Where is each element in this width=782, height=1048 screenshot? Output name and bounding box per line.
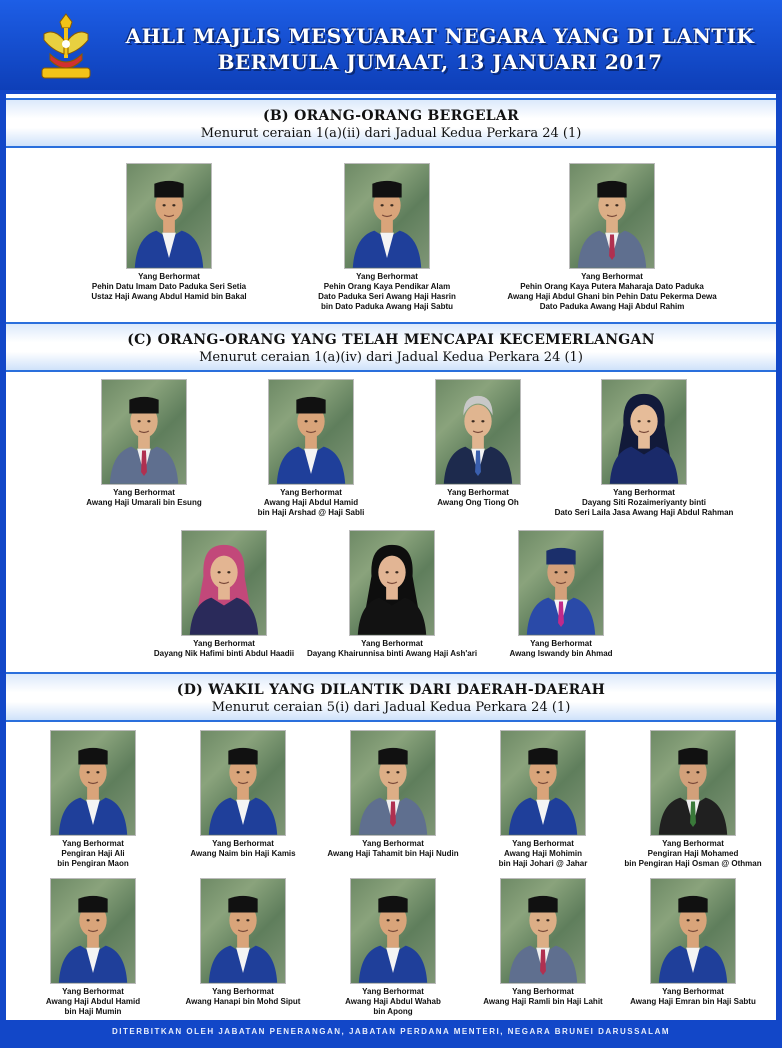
member-honorific: Yang Berhormat [356,272,418,281]
member-name-line: Awang Haji Abdul Hamid [45,997,141,1006]
member-honorific: Yang Berhormat [280,488,342,497]
member-name-line: bin Pengiran Maon [57,859,129,868]
member-caption [524,488,764,518]
member-honorific: Yang Berhormat [212,987,274,996]
member-honorific: Yang Berhormat [62,839,124,848]
member-name-line: Awang Haji Emran bin Haji Sabtu [630,997,756,1006]
member-caption [441,639,681,659]
section-subheading: Menurut ceraian 5(i) dari Jadual Kedua Perkara 24 (1) [211,700,571,715]
member-honorific: Yang Berhormat [113,488,175,497]
section-band [6,98,776,148]
member-name-line: Pengiran Haji Mohamed [647,849,739,858]
member-name-line: Awang Hanapi bin Mohd Siput [185,997,301,1006]
member-photo [349,530,435,636]
page-title-line2: BERMULA JUMAAT, 13 JANUARI 2017 [217,50,663,74]
member-name-line: Dayang Nik Hafimi binti Abdul Haadii [153,649,295,658]
member-name-line: Awang Ong Tiong Oh [437,498,519,507]
member-photo [50,878,136,984]
member-name-line: bin Pengiran Haji Osman @ Othman [624,859,762,868]
member-honorific: Yang Berhormat [62,987,124,996]
member-photo [268,379,354,485]
member-name-line: Pehin Orang Kaya Putera Maharaja Dato Paduka [520,282,704,291]
member-name-line: Awang Haji Ramli bin Haji Lahit [483,997,603,1006]
member-name-line: Awang Haji Abdul Ghani bin Pehin Datu Pekerma Dewa [507,292,717,301]
member-photo [500,878,586,984]
member-photo [569,163,655,269]
section-heading: (D) WAKIL YANG DILANTIK DARI DAERAH-DAERAH [176,682,606,698]
member-name-line: Awang Haji Abdul Wahab [345,997,441,1006]
member-honorific: Yang Berhormat [512,987,574,996]
member-name-line: bin Dato Paduka Awang Haji Sabtu [320,302,454,311]
member-name-line: bin Haji Arshad @ Haji Sabli [257,508,365,517]
member-photo [181,530,267,636]
member-honorific: Yang Berhormat [362,839,424,848]
page-title-line1: AHLI MAJLIS MESYUARAT NEGARA YANG DI LANTIK [125,24,755,48]
member-photo [344,163,430,269]
member-name-line: Awang Haji Abdul Hamid [263,498,359,507]
member-photo [650,878,736,984]
member-honorific: Yang Berhormat [193,639,255,648]
section-subheading: Menurut ceraian 1(a)(iv) dari Jadual Kedua Perkara 24 (1) [199,350,583,365]
member-honorific: Yang Berhormat [581,272,643,281]
member-photo [601,379,687,485]
member-name-line: Dato Paduka Awang Haji Abdul Rahim [539,302,685,311]
member-caption [492,272,732,312]
member-name-line: Ustaz Haji Awang Abdul Hamid bin Bakal [91,292,247,301]
member-name-line: Dato Paduka Seri Awang Haji Hasrin [318,292,456,301]
national-crest-icon [36,10,96,82]
section-band [6,672,776,722]
member-honorific: Yang Berhormat [530,639,592,648]
section-band [6,322,776,372]
member-caption [267,272,507,312]
member-caption [573,839,782,869]
member-honorific: Yang Berhormat [362,987,424,996]
member-photo [518,530,604,636]
member-photo [200,730,286,836]
member-photo [126,163,212,269]
member-name-line: bin Haji Johari @ Jahar [498,859,588,868]
member-honorific: Yang Berhormat [138,272,200,281]
member-name-line: Pehin Orang Kaya Pendikar Alam [323,282,451,291]
member-name-line: Pehin Datu Imam Dato Paduka Seri Setia [91,282,247,291]
member-name-line: Dayang Siti Rozaimeriyanty binti [581,498,707,507]
member-photo [101,379,187,485]
member-name-line: bin Apong [373,1007,413,1016]
member-name-line: Dato Seri Laila Jasa Awang Haji Abdul Rahman [554,508,734,517]
footer-credit: DITERBITKAN OLEH JABATAN PENERANGAN, JABATAN PERDANA MENTERI, NEGARA BRUNEI DARUSSALAM [111,1027,671,1036]
member-photo [350,878,436,984]
member-photo [200,878,286,984]
member-honorific: Yang Berhormat [512,839,574,848]
member-name-line: Awang Iswandy bin Ahmad [509,649,613,658]
member-name-line: Pengiran Haji Ali [61,849,125,858]
member-name-line: Awang Haji Mohimin [503,849,583,858]
section-subheading: Menurut ceraian 1(a)(ii) dari Jadual Kedua Perkara 24 (1) [200,126,582,141]
member-honorific: Yang Berhormat [662,987,724,996]
section-heading: (B) ORANG-ORANG BERGELAR [262,108,520,124]
member-name-line: Dayang Khairunnisa binti Awang Haji Ash'ari [306,649,478,658]
member-photo [50,730,136,836]
member-name-line: Awang Haji Umarali bin Esung [86,498,202,507]
member-name-line: bin Haji Mumin [64,1007,122,1016]
member-photo [650,730,736,836]
member-caption [573,987,782,1007]
member-photo [500,730,586,836]
member-honorific: Yang Berhormat [447,488,509,497]
member-honorific: Yang Berhormat [361,639,423,648]
member-caption [49,272,289,302]
member-honorific: Yang Berhormat [662,839,724,848]
page-header [0,0,782,90]
member-photo [435,379,521,485]
member-honorific: Yang Berhormat [212,839,274,848]
member-photo [350,730,436,836]
member-name-line: Awang Haji Tahamit bin Haji Nudin [327,849,459,858]
member-name-line: Awang Naim bin Haji Kamis [190,849,296,858]
section-heading: (C) ORANG-ORANG YANG TELAH MENCAPAI KECEMERLANGAN [127,332,655,348]
member-honorific: Yang Berhormat [613,488,675,497]
